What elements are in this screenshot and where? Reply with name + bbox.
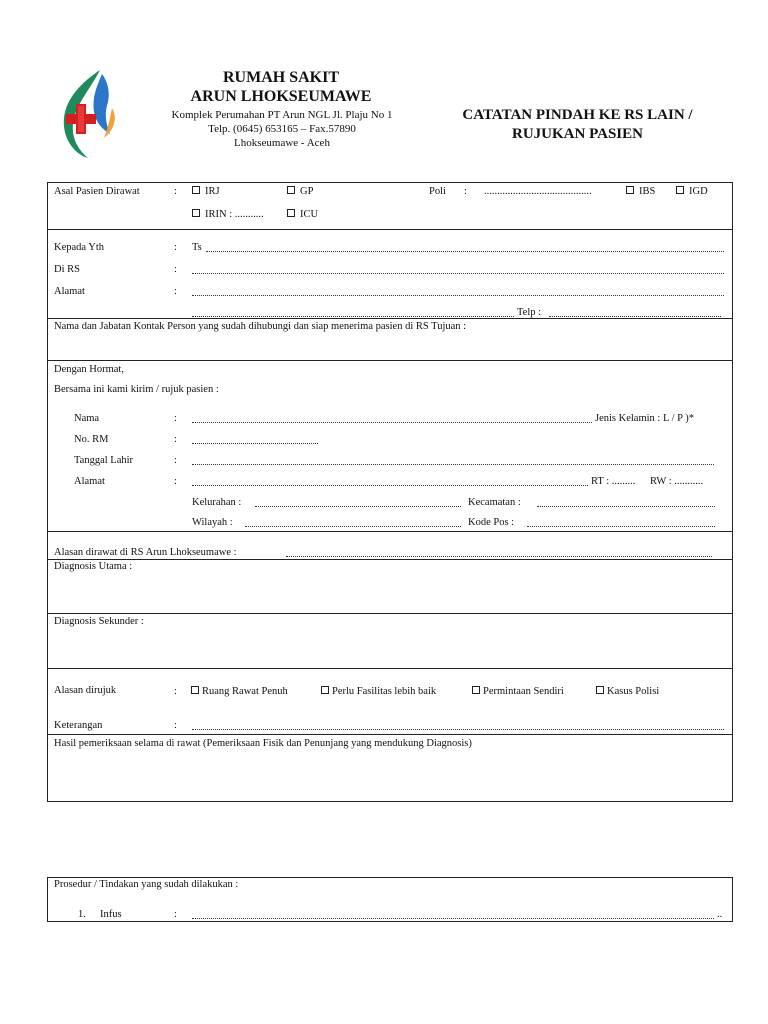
alasan-dirujuk-label: Alasan dirujuk bbox=[54, 685, 117, 696]
colon: : bbox=[174, 686, 177, 697]
wilayah-label: Wilayah : bbox=[192, 517, 233, 528]
option-igd[interactable]: IGD bbox=[676, 185, 708, 198]
option-ibs[interactable]: IBS bbox=[626, 185, 655, 198]
alasan-dirawat-field[interactable] bbox=[286, 556, 712, 557]
infus-field[interactable] bbox=[192, 918, 714, 919]
hospital-logo-icon bbox=[52, 68, 122, 160]
kelurahan-field[interactable] bbox=[255, 506, 461, 507]
diagnosis-sekunder-label: Diagnosis Sekunder : bbox=[54, 616, 144, 627]
kontak-person-label: Nama dan Jabatan Kontak Person yang sudah dihubungi dan siap menerima pasien di RS Tujuan : bbox=[54, 321, 467, 332]
hospital-logo bbox=[52, 68, 122, 160]
kecamatan-label: Kecamatan : bbox=[468, 497, 521, 508]
hospital-address-3: Lhokseumawe - Aceh bbox=[234, 137, 330, 149]
form-main-box bbox=[47, 182, 733, 802]
jenis-kelamin-label[interactable]: Jenis Kelamin : L / P )* bbox=[595, 413, 694, 424]
nama-field[interactable] bbox=[192, 422, 592, 423]
alamat-pasien-label: Alamat bbox=[74, 476, 105, 487]
colon: : bbox=[174, 264, 177, 275]
intro-text: Bersama ini kami kirim / rujuk pasien : bbox=[54, 384, 219, 395]
di-rs-label: Di RS bbox=[54, 264, 80, 275]
no-rm-label: No. RM bbox=[74, 434, 109, 445]
option-gp[interactable]: GP bbox=[287, 185, 313, 198]
kode-pos-field[interactable] bbox=[527, 526, 715, 527]
poli-field[interactable]: ......................................... bbox=[484, 186, 592, 197]
prosedur-item-number: 1. bbox=[78, 909, 86, 920]
alamat-rs-field[interactable] bbox=[192, 295, 724, 296]
option-kasus-polisi[interactable]: Kasus Polisi bbox=[596, 685, 659, 698]
infus-field-end: .. bbox=[717, 909, 723, 920]
hospital-address-2: Telp. (0645) 653165 – Fax.57890 bbox=[208, 123, 356, 135]
divider bbox=[47, 734, 733, 735]
checkbox-icon bbox=[676, 186, 684, 194]
document-title-line1: CATATAN PINDAH KE RS LAIN / bbox=[462, 107, 693, 123]
option-ruang-rawat-penuh[interactable]: Ruang Rawat Penuh bbox=[191, 685, 288, 698]
alamat-rs-label: Alamat bbox=[54, 286, 85, 297]
divider bbox=[47, 559, 733, 560]
checkbox-icon bbox=[192, 186, 200, 194]
colon: : bbox=[174, 434, 177, 445]
diagnosis-utama-label: Diagnosis Utama : bbox=[54, 561, 133, 572]
colon: : bbox=[174, 476, 177, 487]
checkbox-icon bbox=[191, 686, 199, 694]
kepada-prefix: Ts bbox=[192, 242, 202, 253]
telp-field[interactable] bbox=[549, 316, 721, 317]
rt-field[interactable]: RT : ......... bbox=[591, 476, 636, 487]
kepada-field[interactable] bbox=[206, 251, 724, 252]
alasan-dirawat-label: Alasan dirawat di RS Arun Lhokseumawe : bbox=[54, 547, 237, 558]
poli-label: Poli bbox=[429, 186, 446, 197]
keterangan-label: Keterangan bbox=[54, 720, 103, 731]
colon: : bbox=[174, 186, 177, 197]
tanggal-lahir-field[interactable] bbox=[192, 464, 714, 465]
hospital-name-line1: RUMAH SAKIT bbox=[222, 69, 339, 86]
divider bbox=[47, 668, 733, 669]
colon: : bbox=[174, 286, 177, 297]
telp-label: Telp : bbox=[517, 307, 542, 318]
document-title-line2: RUJUKAN PASIEN bbox=[512, 126, 643, 142]
infus-label: Infus bbox=[100, 909, 122, 920]
checkbox-icon bbox=[287, 209, 295, 217]
rw-field[interactable]: RW : ........... bbox=[650, 476, 704, 487]
divider bbox=[47, 360, 733, 361]
divider bbox=[47, 318, 733, 319]
colon: : bbox=[174, 413, 177, 424]
checkbox-icon bbox=[472, 686, 480, 694]
hospital-address-1: Komplek Perumahan PT Arun NGL Jl. Plaju No 1 bbox=[171, 109, 393, 121]
nama-label: Nama bbox=[74, 413, 100, 424]
alamat-pasien-field[interactable] bbox=[192, 485, 588, 486]
checkbox-icon bbox=[626, 186, 634, 194]
checkbox-icon bbox=[287, 186, 295, 194]
colon: : bbox=[174, 720, 177, 731]
checkbox-icon bbox=[321, 686, 329, 694]
checkbox-icon bbox=[596, 686, 604, 694]
di-rs-field[interactable] bbox=[192, 273, 724, 274]
divider bbox=[47, 229, 733, 230]
colon: : bbox=[174, 455, 177, 466]
alamat-rs-field-2[interactable] bbox=[192, 316, 514, 317]
tanggal-lahir-label: Tanggal Lahir bbox=[74, 455, 134, 466]
asal-pasien-label: Asal Pasien Dirawat bbox=[54, 186, 140, 197]
option-irj[interactable]: IRJ bbox=[192, 185, 220, 198]
colon: : bbox=[174, 909, 177, 920]
option-permintaan-sendiri[interactable]: Permintaan Sendiri bbox=[472, 685, 564, 698]
greeting: Dengan Hormat, bbox=[54, 364, 124, 375]
hasil-pemeriksaan-label: Hasil pemeriksaan selama di rawat (Pemeriksaan Fisik dan Penunjang yang mendukung Diagnosis) bbox=[54, 738, 472, 749]
option-perlu-fasilitas[interactable]: Perlu Fasilitas lebih baik bbox=[321, 685, 436, 698]
checkbox-icon bbox=[192, 209, 200, 217]
kelurahan-label: Kelurahan : bbox=[192, 497, 242, 508]
keterangan-field[interactable] bbox=[192, 729, 724, 730]
colon: : bbox=[174, 242, 177, 253]
wilayah-field[interactable] bbox=[245, 526, 461, 527]
option-icu[interactable]: ICU bbox=[287, 208, 318, 221]
option-irin[interactable]: IRIN : ........... bbox=[192, 208, 264, 221]
divider bbox=[47, 531, 733, 532]
hospital-name-line2: ARUN LHOKSEUMAWE bbox=[190, 88, 372, 105]
divider bbox=[47, 613, 733, 614]
kecamatan-field[interactable] bbox=[537, 506, 715, 507]
prosedur-label: Prosedur / Tindakan yang sudah dilakukan : bbox=[54, 879, 239, 890]
kode-pos-label: Kode Pos : bbox=[468, 517, 515, 528]
kepada-label: Kepada Yth bbox=[54, 242, 105, 253]
no-rm-field[interactable] bbox=[192, 443, 318, 444]
colon: : bbox=[464, 186, 467, 197]
